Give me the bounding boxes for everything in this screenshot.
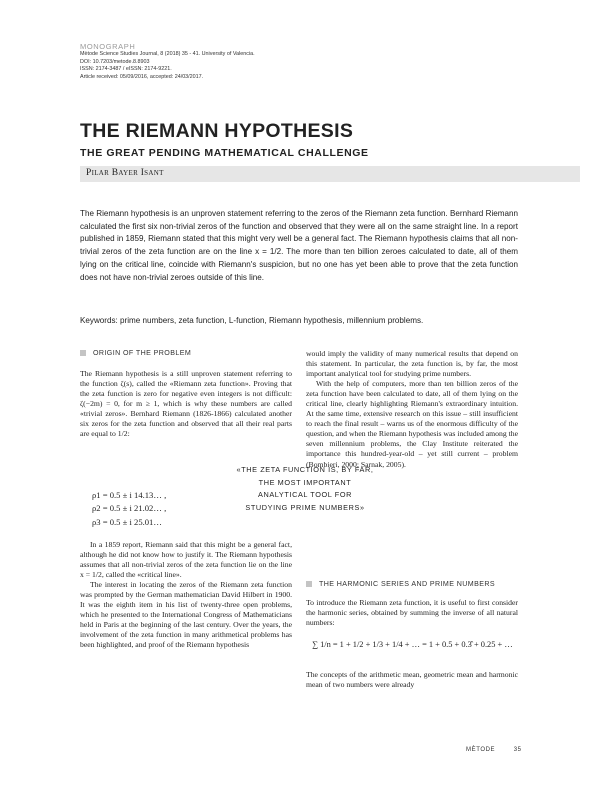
article-dates: Article received: 05/09/2016, accepted: 24/03/2017.	[80, 73, 204, 80]
abstract-text: The Riemann hypothesis is an unproven statement referring to the zeros of the Riemann zeta function. Bernhard Riemann calculated the first six non-trivial zeros of the function and observed that they were all on the same straight line. In a report published in 1859, Riemann stated that this might very well be a general fact. The Riemann hypothesis claims that all non-trivial zeros of the zeta function are on the line x = 1/2. The more than ten billion zeroes calculated to date, all of them lying on the critical line, coincide with Riemann's suspicion, but no one has yet been able to prove that the zeta function does not have non-trivial zeroes outside of this line.	[80, 209, 518, 282]
section-heading-harmonic: THE HARMONIC SERIES AND PRIME NUMBERS	[306, 580, 495, 588]
citation: Mètode Science Studies Journal, 8 (2018) 35 - 41. University of Valencia.	[80, 51, 255, 57]
right-column-text	[306, 349, 518, 470]
issn: ISSN: 2174-3487 / eISSN: 2174-9221.	[80, 66, 172, 73]
zero-equations	[92, 489, 166, 529]
computers-paragraph: With the help of computers, more than ten billion zeros of the zeta function have been calculated to date, all of them lying on the critical line, clearly highlighting Riemann's extraordinary intuition. At the same time, extensive research on this issue – still insufficient to reach the final result – warns us of the enormous difficulty of the question, and when the Riemann hypothesis was included among the seven millennium problems, the Clay Institute reiterated the importance this hundred-year-old – yet still current – problem (Bombieri, 2000; Sarnak, 2005).	[306, 379, 518, 469]
section-heading-origin: ORIGIN OF THE PROBLEM	[80, 349, 191, 357]
origin-paragraph-1: The Riemann hypothesis is a still unproven statement referring to the function ζ(s), called the «Riemann zeta function». Proving that the zeta function is zero for negative even integers is not difficult: ζ(−2m) = 0, for m ≥ 1, which is why these numbers are called «trivial zeros». Bernhard Riemann (1826-1866) calculated another six zeros for the zeta function and observed that all their real parts are equal to 1/2:	[80, 369, 292, 439]
article-subtitle: THE GREAT PENDING MATHEMATICAL CHALLENGE	[80, 147, 369, 159]
section-marker-icon	[306, 581, 312, 587]
origin-paragraph-3: The interest in locating the zeros of the Riemann zeta function was prompted by the German mathematician David Hilbert in 1900. It was the eighth item in his list of twenty-three open problems, which he presented to the International Congress of Mathematicians held in Paris at the beginning of the last century. Over the years, the involvement of the zeta function in many arithmetical problems has been highlighted, and proof of the Riemann hypothesis	[80, 580, 292, 650]
author-name: Pilar Bayer Isant	[86, 168, 164, 178]
abstract	[80, 208, 518, 284]
article-title: THE RIEMANN HYPOTHESIS	[80, 120, 354, 142]
harmonic-formula: ∑ 1/n = 1 + 1/2 + 1/3 + 1/4 + … = 1 + 0.5 + 0.3̂ + 0.25 + …	[312, 640, 513, 649]
doi: DOI: 10.7203/metode.8.8903	[80, 58, 150, 65]
harmonic-intro	[306, 598, 518, 628]
harmonic-paragraph-1: To introduce the Riemann zeta function, it is useful to first consider the harmonic series, obtained by summing the inverse of all natural numbers:	[306, 598, 518, 628]
equation-rho1: ρ1 = 0.5 ± i 14.13… ,	[92, 490, 167, 500]
article-metadata	[80, 42, 255, 81]
harmonic-paragraph-2: The concepts of the arithmetic mean, geometric mean and harmonic mean of two numbers were already	[306, 670, 518, 690]
pull-quote: «THE ZETA FUNCTION IS, BY FAR, THE MOST IMPORTANT ANALYTICAL TOOL FOR STUDYING PRIME NUMBERS»	[236, 465, 374, 512]
equation-rho2: ρ2 = 0.5 ± i 21.02… ,	[92, 503, 167, 514]
footer-journal: MÈTODE	[466, 747, 496, 753]
page-number: 35	[513, 747, 522, 753]
keywords: Keywords: prime numbers, zeta function, L-function, Riemann hypothesis, millennium problems.	[80, 316, 424, 325]
equation-rho3: ρ3 = 0.5 ± i 25.01…	[92, 516, 162, 527]
section-marker-icon	[80, 350, 86, 356]
origin-paragraph-1-top	[80, 369, 292, 439]
page-footer	[466, 747, 522, 753]
continuation-paragraph: would imply the validity of many numerical results that depend on this statement. In particular, the zeta function is, by far, the most important analytical tool for studying prime numbers.	[306, 349, 518, 379]
monograph-label: MONOGRAPH	[80, 42, 136, 51]
origin-paragraph-2: In a 1859 report, Riemann said that this might be a general fact, although he did not know how to justify it. The Riemann hypothesis assumes that all non-trivial zeros of the zeta function lie on the line x = 1/2, called the «critical line».	[80, 540, 292, 580]
harmonic-continuation	[306, 670, 518, 690]
origin-paragraphs-lower	[80, 540, 292, 651]
